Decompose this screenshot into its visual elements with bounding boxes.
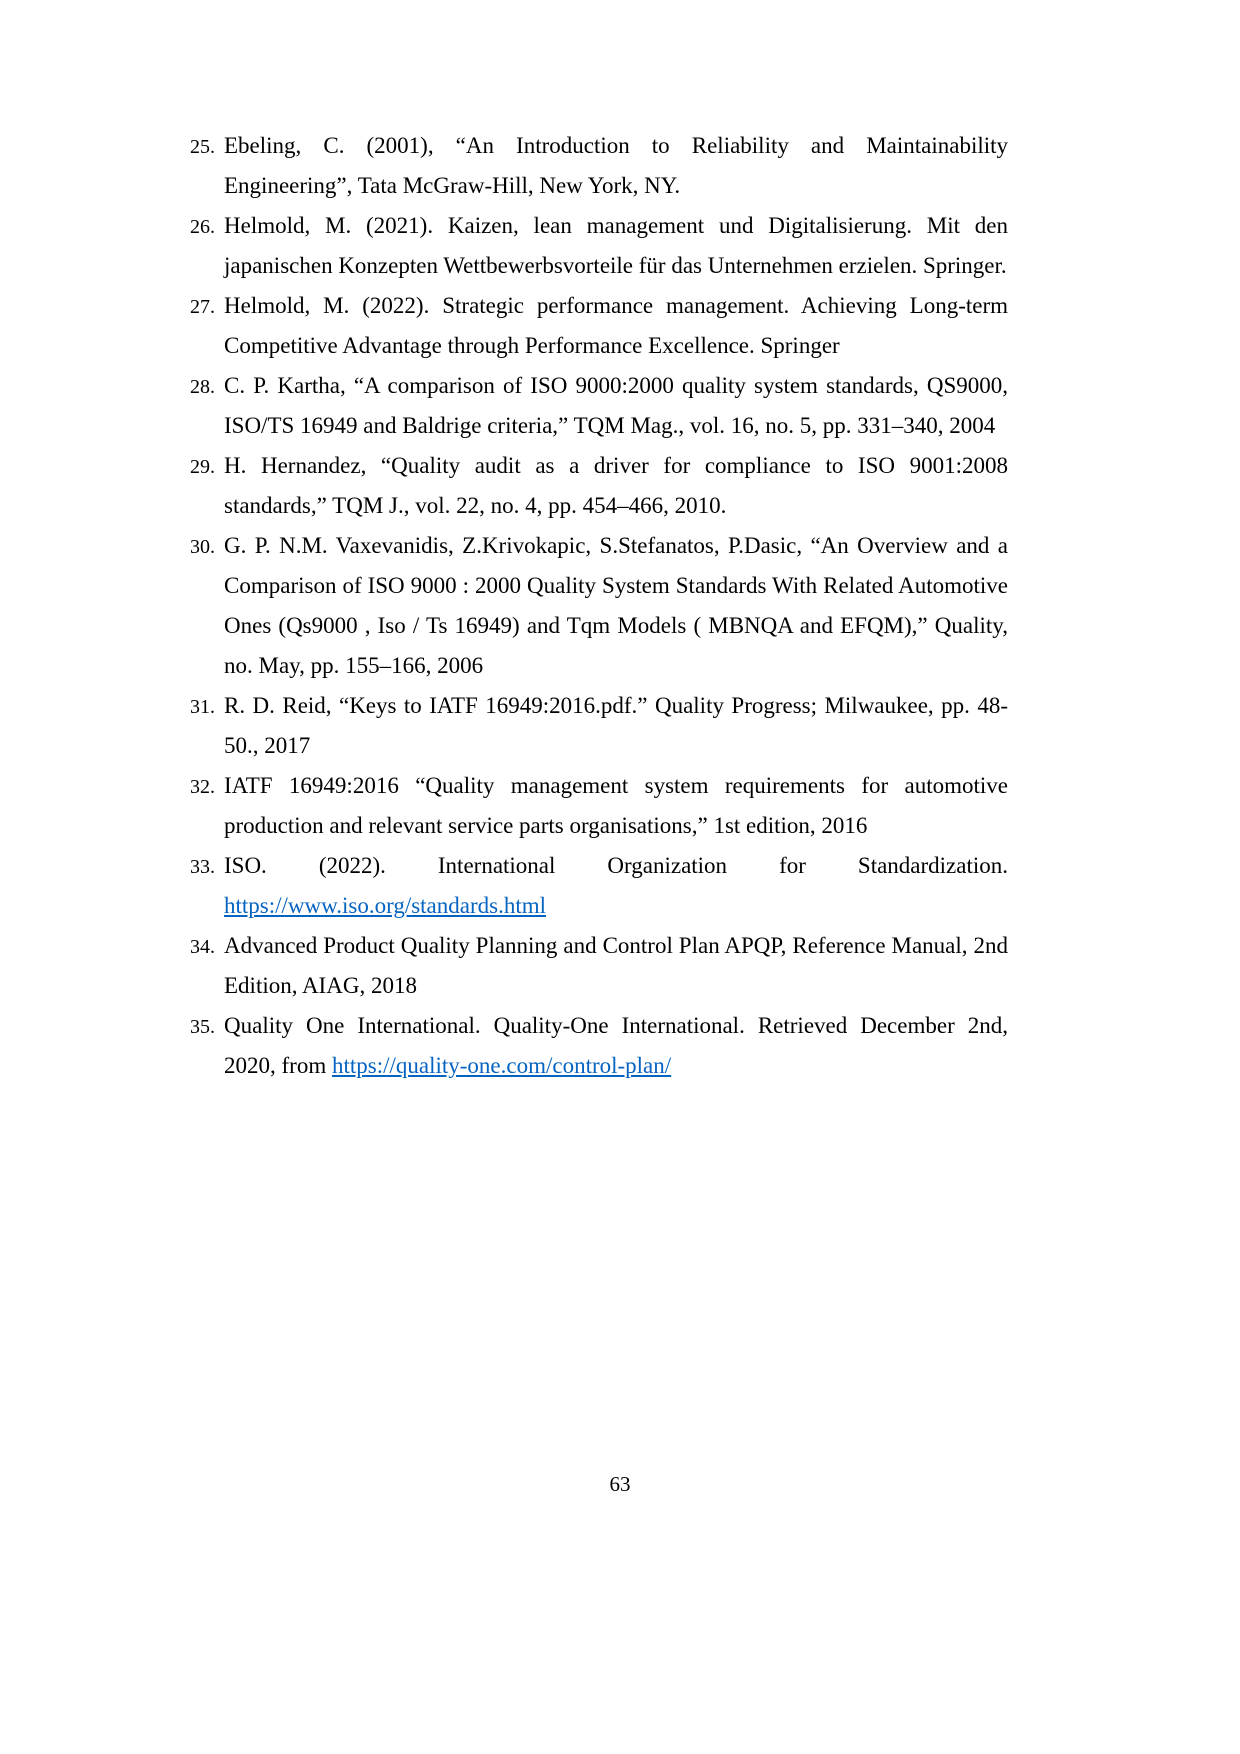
reference-number: 32. xyxy=(190,776,215,798)
reference-link[interactable]: https://quality-one.com/control-plan/ xyxy=(331,1053,672,1078)
reference-item xyxy=(190,286,1008,366)
reference-text: R. D. Reid, “Keys to IATF 16949:2016.pdf.” Quality Progress; Milwaukee, pp. 48-50., 2017 xyxy=(224,693,1008,758)
reference-text: Ebeling, C. (2001), “An Introduction to Reliability and Maintainability Engineering”, Tata McGraw-Hill, New York, NY. xyxy=(224,133,1008,198)
reference-item xyxy=(190,526,1008,686)
reference-link[interactable]: https://www.iso.org/standards.html xyxy=(224,893,546,918)
reference-text: G. P. N.M. Vaxevanidis, Z.Krivokapic, S.Stefanatos, P.Dasic, “An Overview and a Comparison of ISO 9000 : 2000 Quality System Standards With Related Automotive Ones (Qs9000 , Iso / Ts 16949) and Tqm Models ( MBNQA and EFQM),” Quality, no. May, pp. 155–166, 2006 xyxy=(224,533,1008,678)
reference-text-line: Quality One International. Quality-One International. Retrieved December 2nd, 2020, from xyxy=(224,1013,1008,1078)
reference-item xyxy=(190,846,1008,926)
reference-item xyxy=(190,126,1008,206)
reference-item xyxy=(190,1006,1008,1086)
page-number: 63 xyxy=(609,1472,631,1496)
reference-text: Helmold, M. (2021). Kaizen, lean management und Digitalisierung. Mit den japanischen Konzepten Wettbewerbsvorteile für das Unternehmen erzielen. Springer. xyxy=(224,213,1008,278)
reference-text xyxy=(224,1006,1008,1086)
reference-text: H. Hernandez, “Quality audit as a driver for compliance to ISO 9001:2008 standards,” TQM J., vol. 22, no. 4, pp. 454–466, 2010. xyxy=(224,453,1008,518)
reference-text-line: ISO. (2022). International Organization for Standardization. xyxy=(224,853,1008,878)
reference-text: C. P. Kartha, “A comparison of ISO 9000:2000 quality system standards, QS9000, ISO/TS 16949 and Baldrige criteria,” TQM Mag., vol. 16, no. 5, pp. 331–340, 2004 xyxy=(224,373,1008,438)
reference-number: 34. xyxy=(190,936,215,958)
reference-text: Helmold, M. (2022). Strategic performance management. Achieving Long-term Competitive Advantage through Performance Excellence. Springer xyxy=(224,293,1008,358)
reference-number: 33. xyxy=(190,856,215,878)
reference-number: 27. xyxy=(190,296,215,318)
reference-number: 29. xyxy=(190,456,215,478)
reference-item xyxy=(190,206,1008,286)
reference-number: 25. xyxy=(190,136,215,158)
reference-item xyxy=(190,366,1008,446)
reference-item xyxy=(190,926,1008,1006)
reference-number: 30. xyxy=(190,536,215,558)
reference-text: Advanced Product Quality Planning and Control Plan APQP, Reference Manual, 2nd Edition, AIAG, 2018 xyxy=(224,933,1008,998)
reference-number: 31. xyxy=(190,696,215,718)
reference-text: IATF 16949:2016 “Quality management system requirements for automotive production and relevant service parts organisations,” 1st edition, 2016 xyxy=(224,773,1008,838)
reference-number: 28. xyxy=(190,376,215,398)
reference-item xyxy=(190,686,1008,766)
reference-item xyxy=(190,766,1008,846)
reference-text xyxy=(224,846,1008,926)
reference-item xyxy=(190,446,1008,526)
references-list xyxy=(190,126,1008,1086)
reference-number: 26. xyxy=(190,216,215,238)
reference-number: 35. xyxy=(190,1016,215,1038)
